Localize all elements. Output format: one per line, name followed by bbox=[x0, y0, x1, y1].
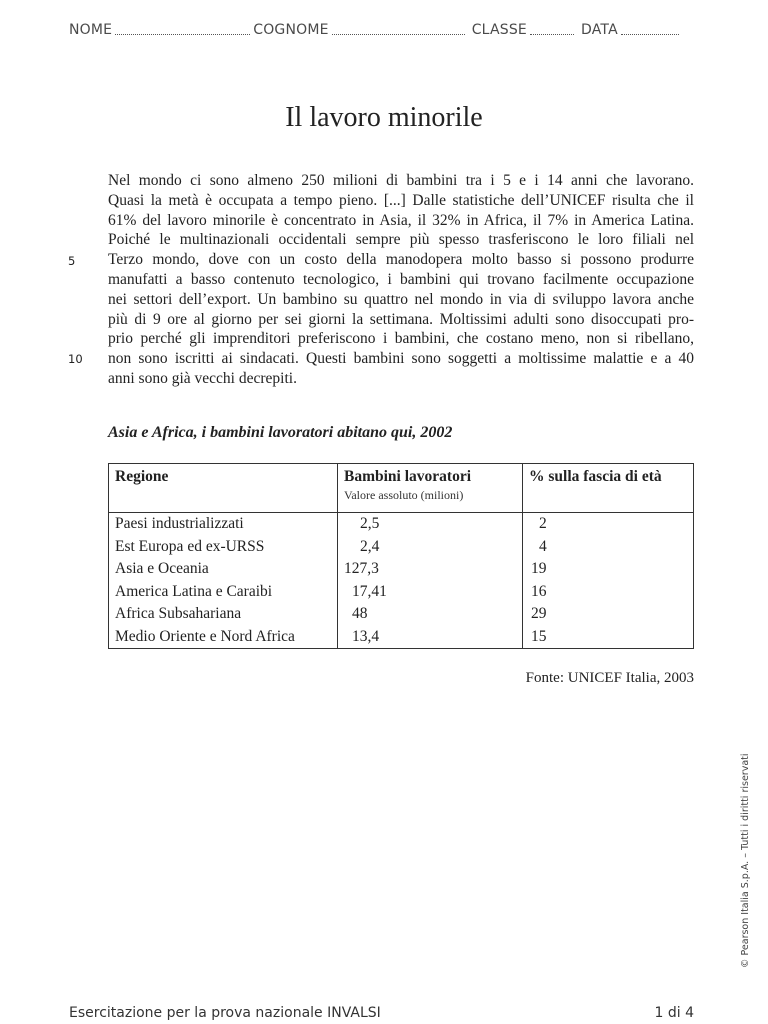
classe-label: CLASSE bbox=[471, 22, 527, 38]
copyright-notice: © Pearson Italia S.p.A. – Tutti i diritti riservati bbox=[740, 753, 751, 968]
cell-bambini: 2,4 bbox=[338, 536, 523, 559]
table-row bbox=[109, 558, 694, 581]
table-row bbox=[109, 603, 694, 626]
body-text bbox=[108, 171, 694, 389]
cell-bambini: 127,3 bbox=[338, 558, 523, 581]
nome-field[interactable] bbox=[115, 34, 250, 35]
data-table bbox=[108, 463, 694, 649]
cell-bambini: 13,4 bbox=[338, 626, 523, 649]
table-source: Fonte: UNICEF Italia, 2003 bbox=[525, 670, 694, 686]
data-label: DATA bbox=[580, 22, 618, 38]
cognome-label: COGNOME bbox=[253, 22, 329, 38]
cell-regione: Paesi industrializzati bbox=[109, 513, 338, 536]
text-line: Terzo mondo, dove con un costo della manodopera molto basso si possono produrre bbox=[108, 251, 694, 269]
cell-percent: 2 bbox=[523, 513, 694, 536]
text-line: manufatti a basso contenuto tecnologico, i bambini qui trovano facilmente occupazione bbox=[108, 270, 694, 288]
cell-regione: Medio Oriente e Nord Africa bbox=[109, 626, 338, 649]
data-field[interactable] bbox=[621, 34, 679, 35]
cell-bambini: 2,5 bbox=[338, 513, 523, 536]
text-line: Poiché le multinazionali occidentali sempre più spesso trasferiscono le loro filiali nel bbox=[108, 231, 694, 249]
table-row bbox=[109, 513, 694, 536]
cell-regione: Asia e Oceania bbox=[109, 558, 338, 581]
text-line: prio perché gli imprenditori preferiscono i bambini, che costano meno, non si ribellano, bbox=[108, 330, 694, 348]
cognome-field[interactable] bbox=[332, 34, 465, 35]
cell-percent: 4 bbox=[523, 536, 694, 559]
header-regione: Regione bbox=[109, 464, 338, 513]
cell-percent: 15 bbox=[523, 626, 694, 649]
cell-percent: 19 bbox=[523, 558, 694, 581]
text-line: Nel mondo ci sono almeno 250 milioni di bambini tra i 5 e i 14 anni che lavorano. bbox=[108, 172, 694, 189]
text-line: non sono iscritti ai sindacati. Questi bambini sono soggetti a moltissime malattie e a 40 bbox=[108, 350, 694, 368]
table-row bbox=[109, 536, 694, 559]
cell-regione: Est Europa ed ex-URSS bbox=[109, 536, 338, 559]
text-line: Quasi la metà è occupata a tempo pieno. [...] Dalle statistiche dell’UNICEF risulta che il bbox=[108, 191, 694, 209]
text-line: nei settori dell’export. Un bambino su quattro nel mondo in via di sviluppo lavora anche bbox=[108, 290, 694, 308]
header-bambini-label: Bambini lavoratori bbox=[344, 468, 472, 485]
header-bambini bbox=[338, 464, 523, 513]
table-caption: Asia e Africa, i bambini lavoratori abitano qui, 2002 bbox=[108, 424, 453, 441]
cell-regione: Africa Subsahariana bbox=[109, 603, 338, 626]
line-number-10: 10 bbox=[68, 352, 83, 366]
nome-label: NOME bbox=[69, 22, 113, 38]
footer-title: Esercitazione per la prova nazionale INVALSI bbox=[69, 1005, 381, 1021]
header-bambini-sub: Valore assoluto (milioni) bbox=[344, 488, 464, 502]
page-number: 1 di 4 bbox=[654, 1005, 694, 1021]
classe-field[interactable] bbox=[530, 34, 574, 35]
line-number-5: 5 bbox=[68, 254, 76, 268]
cell-regione: America Latina e Caraibi bbox=[109, 581, 338, 604]
student-info-header bbox=[69, 22, 694, 38]
cell-percent: 16 bbox=[523, 581, 694, 604]
cell-bambini: 48 bbox=[338, 603, 523, 626]
cell-bambini: 17,41 bbox=[338, 581, 523, 604]
text-line: 61% del lavoro minorile è concentrato in Asia, il 32% in Africa, il 7% in America Latina. bbox=[108, 211, 694, 229]
header-percent: % sulla fascia di età bbox=[523, 464, 694, 513]
table-row bbox=[109, 581, 694, 604]
table-header-row bbox=[109, 464, 694, 513]
text-line: anni sono già vecchi decrepiti. bbox=[108, 369, 297, 387]
table-row bbox=[109, 626, 694, 649]
text-line: più di 9 ore al giorno per sei giorni la settimana. Moltissimi adulti sono disoccupati pro- bbox=[108, 310, 694, 328]
page-title: Il lavoro minorile bbox=[285, 101, 483, 133]
cell-percent: 29 bbox=[523, 603, 694, 626]
